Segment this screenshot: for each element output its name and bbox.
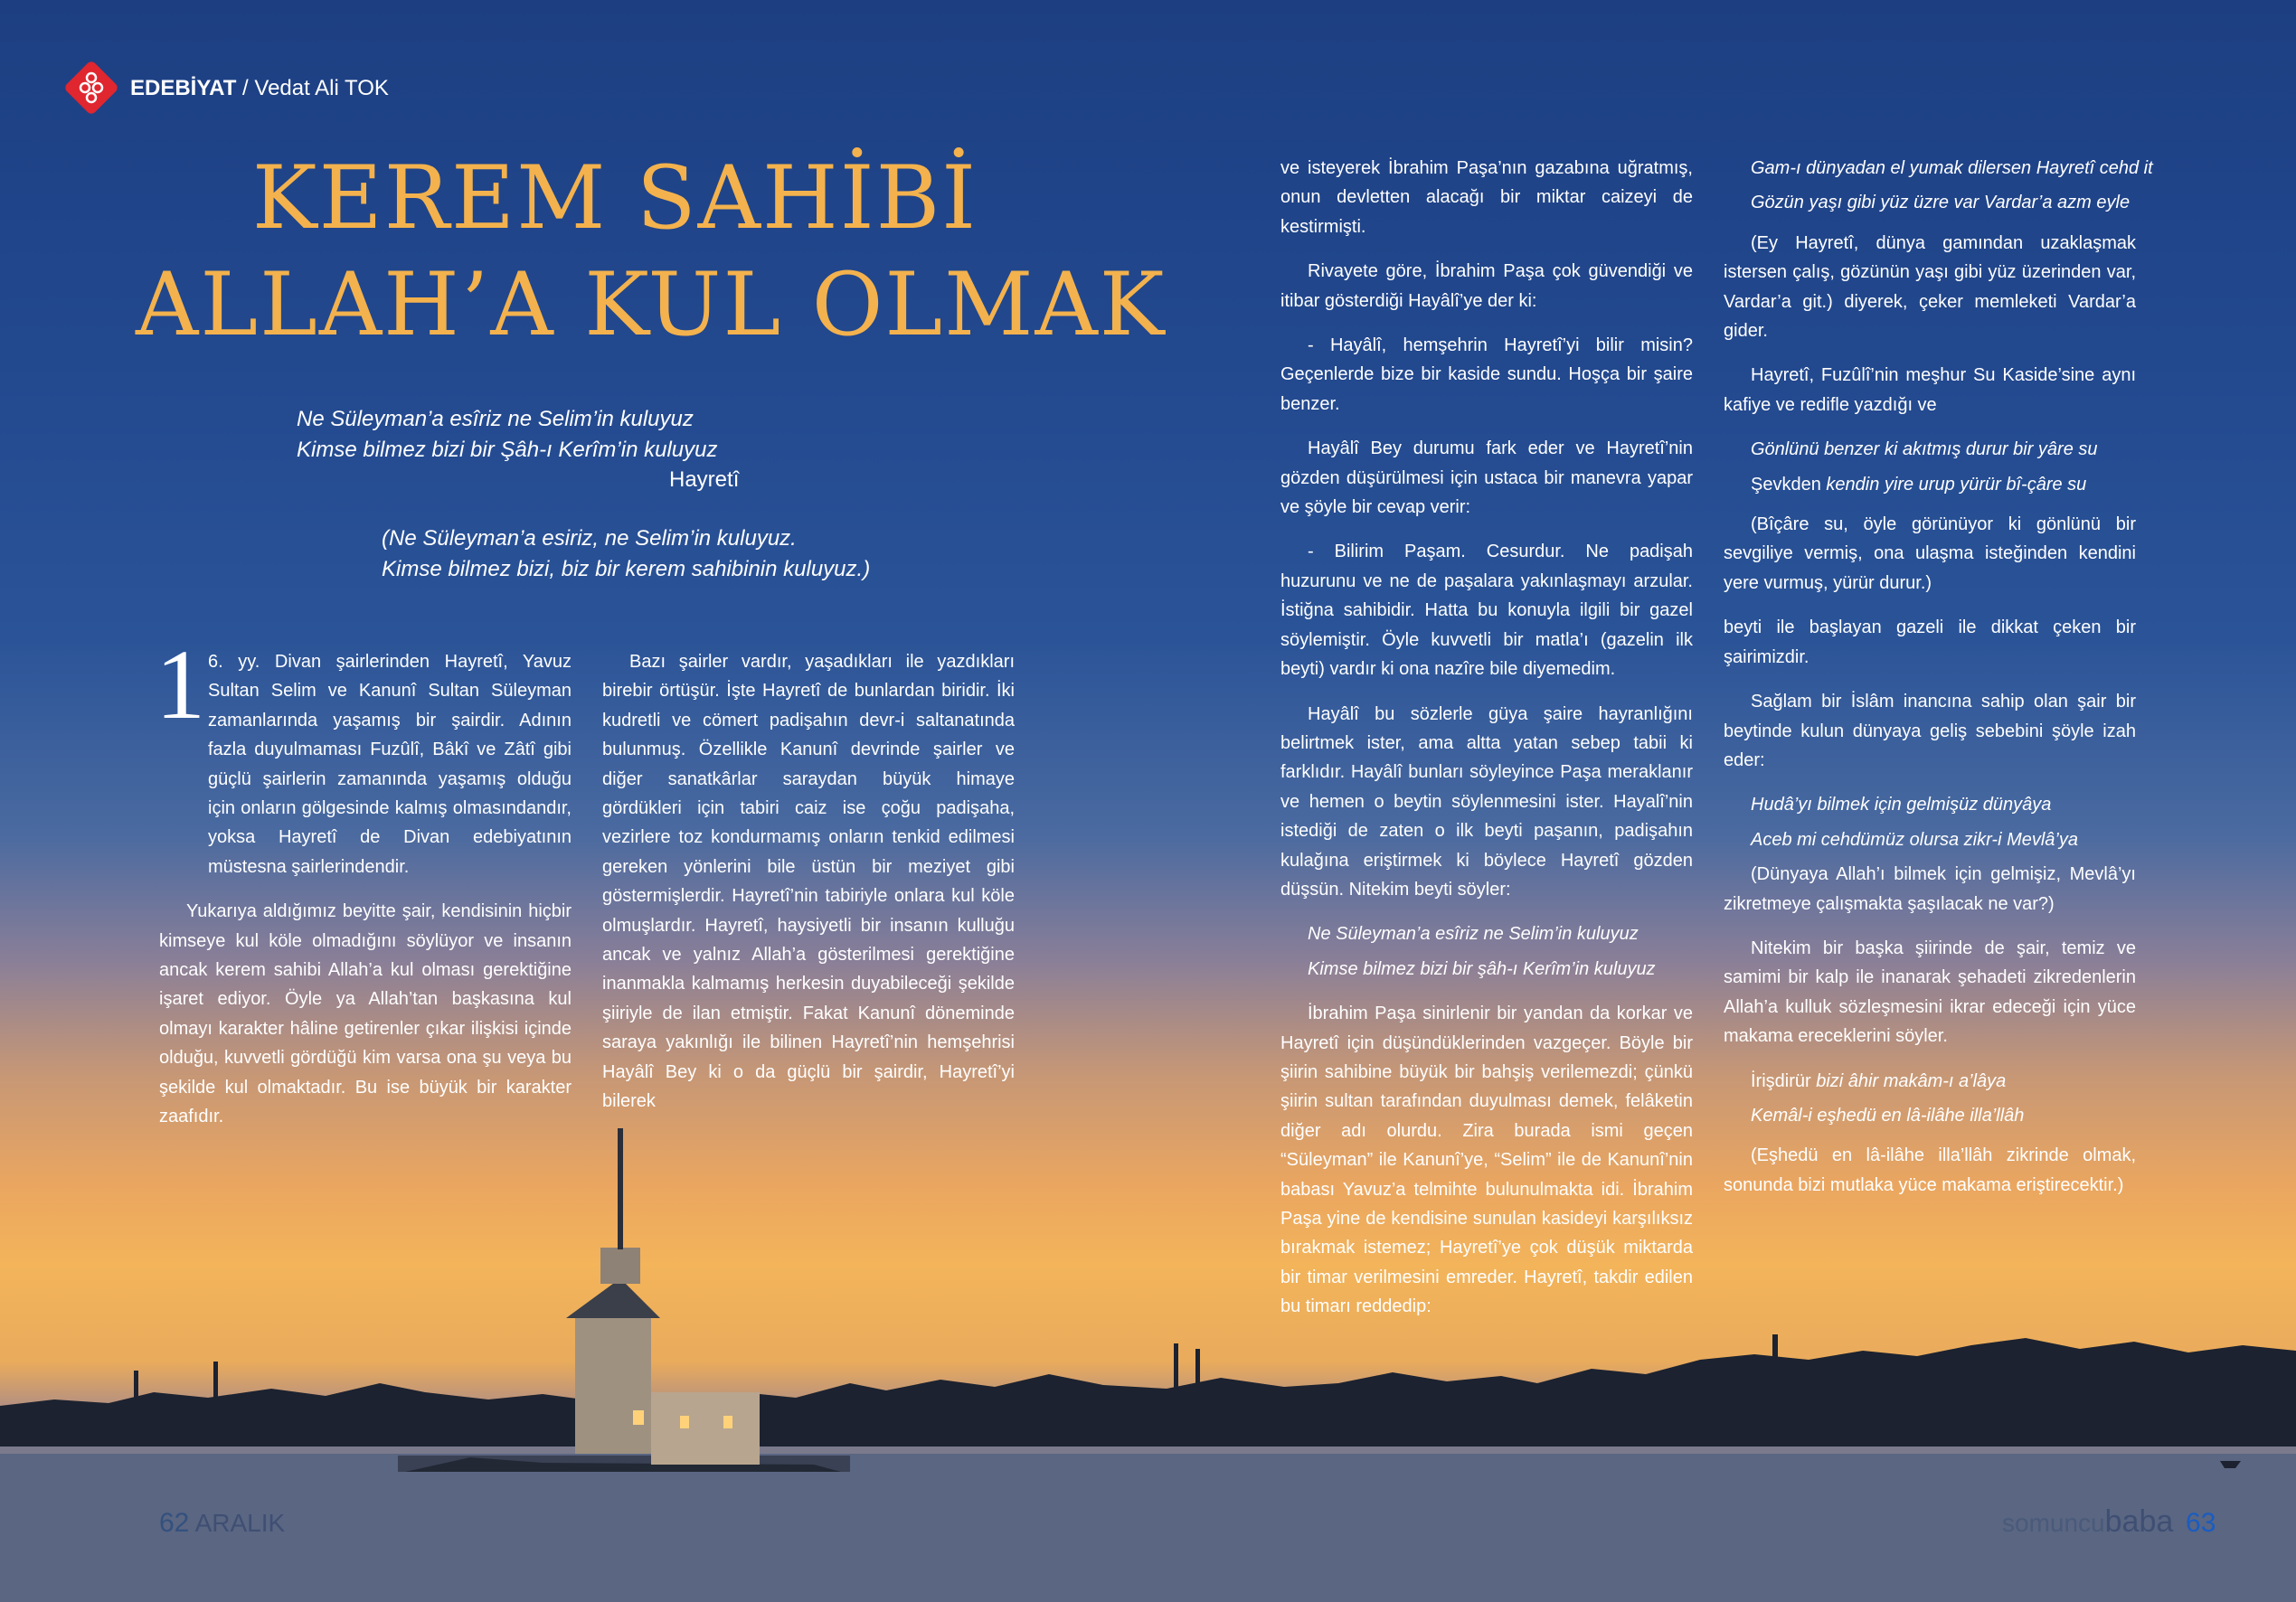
col3-paragraph-1: ve isteyerek İbrahim Paşa’nın gazabına uğratmış, onun devletten alacağı bir miktar caizeyi de kestirmişti. [1280, 158, 1693, 237]
col3-paragraph-2: Rivayete göre, İbrahim Paşa çok güvendiği ve itibar gösterdiği Hayâlî’ye der ki: [1280, 261, 1693, 311]
col4-paragraph-3: (Bîçâre su, öyle görünüyor ki gönlünü bir sevgiliye vermiş, ona ulaşma isteğinden kendini yere vurmuş, yürür durur.) [1724, 514, 2136, 593]
col4-verse-2: Gözün yaşı gibi yüz üzre var Vardar’a azm eyle [1751, 193, 2131, 213]
author-name: Vedat Ali TOK [254, 76, 389, 100]
section-name: EDEBİYAT [130, 76, 237, 100]
col4-paragraph-5: Sağlam bir İslâm inancına sahip olan şair bir beytinde kulun dünyaya geliş sebebini şöyle izah eder: [1724, 692, 2136, 770]
column-3 [1280, 154, 1693, 1337]
issue-month: ARALIK [194, 1509, 286, 1537]
separator: / [236, 76, 255, 100]
column-2 [602, 647, 1015, 1132]
epigraph-translation-2: Kimse bilmez bizi, biz bir kerem sahibinin kuluyuz.) [382, 557, 871, 581]
title-line-1: KEREM SAHİBİ [251, 147, 978, 249]
col4-verse-8: Kemâl-i eşhedü en lâ-ilâhe illa’llâh [1751, 1105, 2025, 1126]
epigraph-poet: Hayretî [669, 467, 740, 492]
city-skyline [0, 1338, 2296, 1456]
brand-part-1: somuncu [2002, 1509, 2105, 1537]
col3-paragraph-4: Hayâlî Bey durumu fark eder ve Hayretî’nin gözden düşürülmesi için ustaca bir manevra yapar ve şöyle bir cevap verir: [1280, 438, 1693, 518]
drop-cap: 1 [156, 629, 205, 740]
col4-paragraph-8: (Eşhedü en lâ-ilâhe illa’llâh zikrinde olmak, sonunda bizi mutlaka yüce makama eriştirecektir.) [1724, 1145, 2136, 1195]
section-label [130, 76, 389, 101]
column-1 [159, 647, 572, 1147]
col3-paragraph-7: İbrahim Paşa sinirlenir bir yandan da korkar ve Hayretî için düşündüklerinden vazgeçer. Böyle bir şiirin sahibine büyük bir bahşiş verilemezdi; çünkü şiirin sultan tarafından duyulması demek, felâketin diğer adı olurdu. Zira burada ismi geçen “Süleyman” ile Kanunî’ye, “Selim” ile de Kanunî’nin babası Yavuz’a telmihte bulunulmakta idi. İbrahim Paşa yine de kendisine sunulan kasideyi karşılıksız bırakmak istemez; Hayretî’ye çok düşük miktarda bir timar verilmesini emreder. Hayretî, takdir edilen bu timarı reddedip: [1280, 1004, 1693, 1317]
col4-paragraph-6: (Dünyaya Allah’ı bilmek için gelmişiz, Mevlâ’yı zikretmeye çalışmakta şaşılacak ne var?) [1724, 864, 2136, 914]
epigraph-verse-1: Ne Süleyman’a esîriz ne Selim’in kuluyuz [297, 407, 694, 431]
col4-paragraph-1: (Ey Hayretî, dünya gamından uzaklaşmak istersen çalış, gözünün yaşı gibi yüz üzerinden var, Vardar’a git.) diyerek, çeker memleketi Vardar’a gider. [1724, 232, 2136, 342]
col4-verse-4: Şevkden kendin yire urup yürür bî-çâre su [1751, 474, 2087, 495]
brand-part-2: baba [2104, 1504, 2174, 1539]
footer-left [159, 1508, 285, 1539]
col3-paragraph-3: - Hayâlî, hemşehrin Hayretî’yi bilir misin? Geçenlerde bize bir kaside sundu. Hoşça bir şaire benzer. [1280, 335, 1693, 414]
page-number-right: 63 [2186, 1508, 2216, 1538]
col4-paragraph-2: Hayretî, Fuzûlî’nin meşhur Su Kaside’sine aynı kafiye ve redifle yazdığı ve [1724, 365, 2136, 415]
col1-paragraph-1: 6. yy. Divan şairlerinden Hayretî, Yavuz Sultan Selim ve Kanunî Sultan Süleyman zamanlarında yaşamış bir şairdir. Adının fazla duyulmaması Fuzûlî, Bâkî ve Zâtî gibi güçlü şairlerin zamanında yaşamış olduğu için onların gölgesinde kalmış olmasındandır, yoksa Hayretî de Divan edebiyatının müstesna şairlerindendir. [208, 652, 572, 877]
column-4 [1724, 154, 2153, 1215]
epigraph-translation-1: (Ne Süleyman’a esiriz, ne Selim’in kuluyuz. [382, 526, 797, 551]
col1-paragraph-2: Yukarıya aldığımız beyitte şair, kendisinin hiçbir kimseye kul köle olmadığını söylüyor ve insanın ancak kerem sahibi Allah’a kul olması gerektiğine işaret ediyor. Öyle ya Allah’tan başkasına kul olmayı karakter hâline getirenler çıkar ilişkisi içinde olduğu, kuvvetli gördüğü kim varsa ona şu veya bu şekilde kul olmaktadır. Bu ise büyük bir karakter zaafıdır. [159, 901, 572, 1127]
col4-paragraph-4: beyti ile başlayan gazeli ile dikkat çeken bir şairimizdir. [1724, 617, 2136, 667]
epigraph-verse-2: Kimse bilmez bizi bir Şâh-ı Kerîm’in kuluyuz [297, 438, 718, 462]
col4-verse-1: Gam-ı dünyadan el yumak dilersen Hayretî cehd it [1751, 158, 2153, 178]
col4-verse-6: Aceb mi cehdümüz olursa zikr-i Mevlâ’ya [1751, 829, 2078, 850]
magazine-logo [61, 58, 121, 118]
col4-verse-7: İrişdirür bizi âhir makâm-ı a’lâya [1751, 1070, 2007, 1091]
col3-paragraph-6: Hayâlî bu sözlerle güya şaire hayranlığını belirtmek ister, ama altta yatan sebep tabii ki farklıdır. Hayâlî bunları söyleyince Paşa meraklanır ve hemen o beytin söylenmesini ister. Hayalî’nin istediği de zaten o ilk beyti paşanın, padişahın kulağına eriştirmek ki böylece Hayretî gözden düşsün. Nitekim beyti söyler: [1280, 703, 1693, 900]
page-number-left: 62 [159, 1508, 190, 1538]
col3-verse-1: Ne Süleyman’a esîriz ne Selim’in kuluyuz [1308, 924, 1639, 945]
footer-right [2002, 1504, 2216, 1540]
col4-verse-5: Hudâ’yı bilmek için gelmişüz dünyâya [1751, 795, 2052, 815]
col3-verse-2: Kimse bilmez bizi bir şâh-ı Kerîm’in kuluyuz [1308, 958, 1656, 979]
col4-verse-3: Gönlünü benzer ki akıtmış durur bir yâre su [1751, 439, 2098, 460]
sea [0, 1447, 2296, 1602]
title-line-2: ALLAH’A KUL OLMAK [136, 254, 1167, 355]
col4-paragraph-7: Nitekim bir başka şiirinde de şair, temiz ve samimi bir kalp ile inanarak şehadeti zikredenlerin Allah’a kulluk sözleşmesini ikrar edeceği için yüce makama ereceklerini söyler. [1724, 938, 2136, 1047]
article-title [136, 145, 1167, 358]
col2-paragraph-1: Bazı şairler vardır, yaşadıkları ile yazdıkları birebir örtüşür. İşte Hayretî de bunlardan biridir. İki kudretli ve cömert padişahın devr-i saltanatında bulunmuş. Özellikle Kanunî devrinde şairler ve diğer sanatkârlar saraydan büyük himaye gördükleri için tabiri caiz ise çoğu padişaha, vezirlere toz kondurmamış onların tenkid edilmesi gereken yönlerini bile üstün bir meziyet gibi göstermişlerdir. Hayretî’nin tabiriyle onlara kul köle olmuşlardır. Hayretî, haysiyetli bir insanın kulluğu ancak ve yalnız Allah’a gösterilmesi gerektiğine inanmakla kalmamış herkesin duyabileceği şekilde şiiriyle de ilan etmiştir. Fakat Kanunî döneminde saraya yakınlığı ile bilinen Hayretî’nin hemşehrisi Hayâlî Bey ki o da güçlü bir şairdir, Hayretî’yi bilerek [602, 652, 1015, 1112]
col3-paragraph-5: - Bilirim Paşam. Cesurdur. Ne padişah huzurunu ve ne de paşalara yakınlaşmayı arzular. İstiğna sahibidir. Hatta bu konuyla ilgili bir gazel söylemiştir. Öyle kuvvetli bir matla’ı (gazelin ilk beyti) vardır ki ona nazîre bile diyemedim. [1280, 542, 1693, 680]
